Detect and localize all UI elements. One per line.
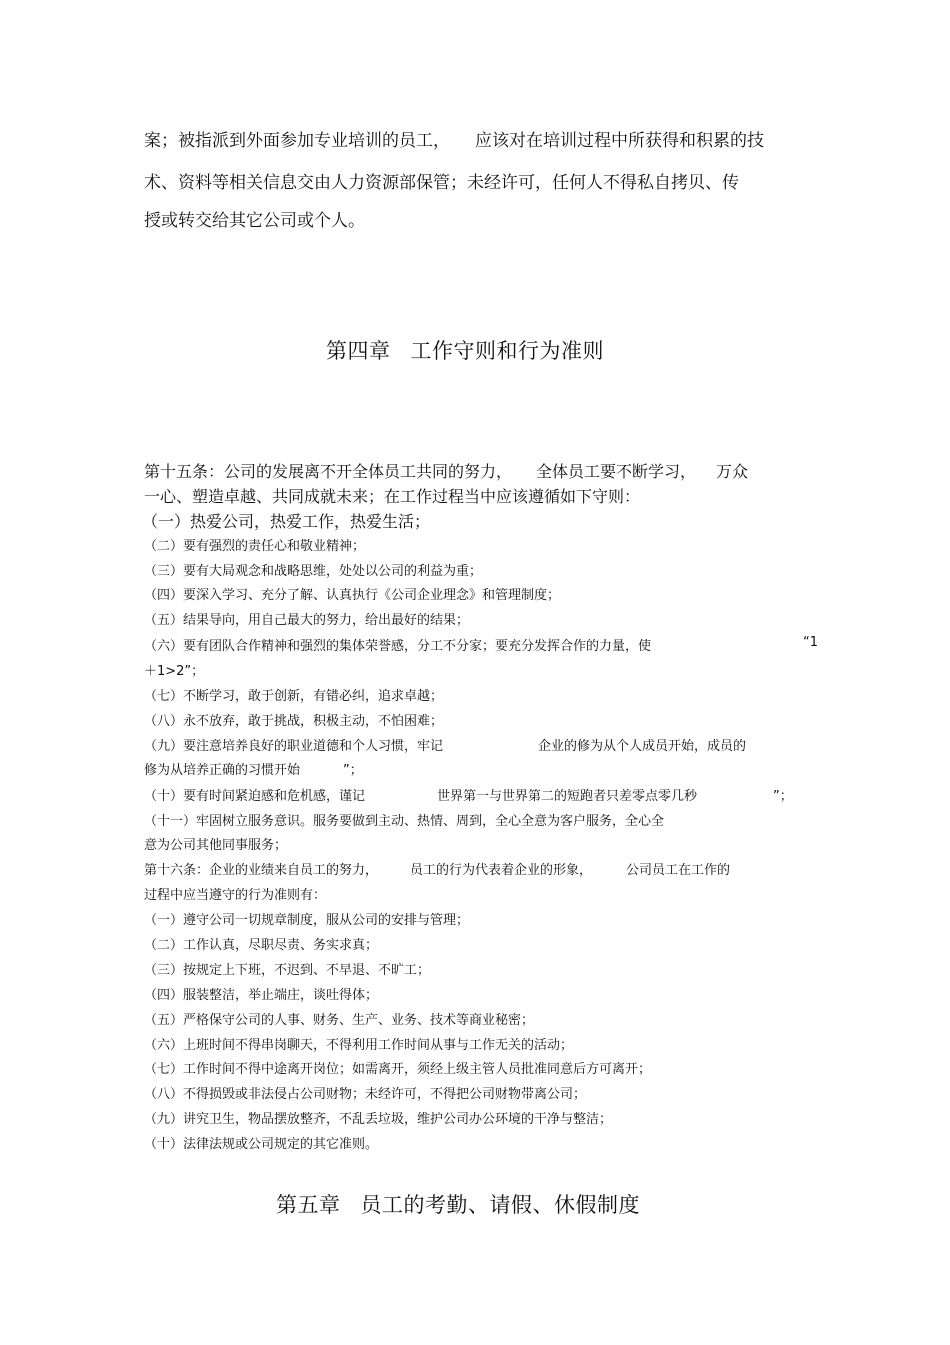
intro-line-3 (144, 206, 365, 231)
article-text: 一心、塑造卓越、共同成就未来；在工作过程当中应该遵循如下守则： (144, 487, 641, 506)
rule-item: （四）要深入学习、充分了解、认真执行《公司企业理念》和管理制度； (144, 588, 561, 603)
article-text: 第十五条：公司的发展离不开全体员工共同的努力， (144, 462, 513, 481)
rule-item: （六）要有团队合作精神和强烈的集体荣誉感，分工不分家；要充分发挥合作的力量，使 (144, 639, 652, 654)
intro-line-2 (144, 168, 739, 193)
art16-line-2 (144, 884, 326, 903)
rule-item: 世界第一与世界第二的短跑者只差零点零几秒 (437, 789, 698, 804)
chapter-title: 工作守则和行为准则 (410, 339, 604, 363)
art15-item (144, 560, 482, 579)
article-text: 公司员工在工作的 (626, 863, 731, 878)
rule-item: ＋1>2”； (144, 664, 205, 679)
art15-item-tail (343, 759, 363, 778)
rule-item: “1 (803, 635, 819, 650)
art15-item (144, 685, 443, 704)
art16-item (144, 1083, 586, 1102)
art15-item (144, 660, 204, 679)
art15-item-tail (803, 635, 818, 650)
art16-item (144, 1009, 534, 1028)
art15-item-quote (437, 785, 697, 804)
intro-line-1 (144, 126, 764, 151)
art15-item (144, 810, 664, 829)
art16-item (144, 1133, 378, 1152)
chapter4-heading (326, 335, 604, 365)
art16-item (144, 1108, 612, 1127)
art15-item-quote (538, 735, 746, 754)
art15-item (144, 735, 443, 754)
rule-item: （十）法律法规或公司规定的其它准则。 (144, 1137, 379, 1152)
rule-item: （九）要注意培养良好的职业道德和个人习惯，牢记 (144, 739, 444, 754)
intro-text: 术、资料等相关信息交由人力资源部保管；未经许可，任何人不得私自拷贝、传 (144, 173, 739, 193)
article-text: 第十六条：企业的业绩来自员工的努力， (144, 863, 379, 878)
rule-item: （一）热爱公司，热爱工作，热爱生活； (142, 512, 431, 531)
rule-item: ”； (773, 789, 793, 804)
art15-item-1 (142, 509, 430, 532)
article-text: 员工的行为代表着企业的形象， (410, 863, 593, 878)
article-text: 全体员工要不断学习， (536, 462, 697, 481)
art16-item (144, 909, 469, 928)
chapter5-heading (276, 1189, 640, 1219)
chapter-number: 第四章 (326, 339, 391, 363)
art15-item (144, 759, 300, 778)
rule-item: （二）工作认真，尽职尽责、务实求真； (144, 938, 379, 953)
rule-item: （六）上班时间不得串岗聊天，不得利用工作时间从事与工作无关的活动； (144, 1038, 574, 1053)
art15-line-2 (144, 484, 640, 507)
intro-text: 应该对在培训过程中所获得和积累的技 (475, 131, 764, 151)
rule-item: （五）严格保守公司的人事、财务、生产、业务、技术等商业秘密； (144, 1013, 535, 1028)
rule-item: （八）永不放弃，敢于挑战，积极主动，不怕困难； (144, 714, 444, 729)
art15-item-tail (773, 785, 793, 804)
art16-item (144, 959, 430, 978)
rule-item: （三）要有大局观念和战略思维，处处以公司的利益为重； (144, 564, 483, 579)
chapter-title: 员工的考勤、请假、休假制度 (360, 1193, 640, 1217)
art15-item (144, 785, 365, 804)
article-text: 过程中应当遵守的行为准则有： (144, 888, 327, 903)
rule-item: （七）工作时间不得中途离开岗位；如需离开，须经上级主管人员批准同意后方可离开； (144, 1062, 652, 1077)
rule-item: 意为公司其他同事服务； (144, 838, 288, 853)
rule-item: 修为从培养正确的习惯开始 (144, 763, 301, 778)
art16-item (144, 1058, 651, 1077)
chapter-number: 第五章 (276, 1193, 341, 1217)
rule-item: （十）要有时间紧迫感和危机感，谨记 (144, 789, 366, 804)
rule-item: （八）不得损毁或非法侵占公司财物；未经许可，不得把公司财物带离公司； (144, 1087, 587, 1102)
rule-item: ”； (343, 763, 363, 778)
art16-item (144, 934, 378, 953)
art15-line-1 (144, 459, 748, 482)
rule-item: （一）遵守公司一切规章制度，服从公司的安排与管理； (144, 913, 470, 928)
art16-item (144, 1034, 573, 1053)
rule-item: （七）不断学习，敢于创新，有错必纠，追求卓越； (144, 689, 444, 704)
intro-text: 案；被指派到外面参加专业培训的员工， (144, 131, 450, 151)
art15-item (144, 834, 287, 853)
art15-item (144, 584, 560, 603)
intro-text: 授或转交给其它公司或个人。 (144, 211, 365, 231)
rule-item: （九）讲究卫生，物品摆放整齐，不乱丢垃圾，维护公司办公环境的干净与整洁； (144, 1112, 613, 1127)
art15-item (144, 710, 443, 729)
art16-line-1 (144, 859, 730, 878)
rule-item: 企业的修为从个人成员开始，成员的 (538, 739, 747, 754)
art15-item (144, 609, 469, 628)
rule-item: （五）结果导向，用自己最大的努力，给出最好的结果； (144, 613, 470, 628)
rule-item: （二）要有强烈的责任心和敬业精神； (144, 539, 366, 554)
rule-item: （四）服装整洁，举止端庄，谈吐得体； (144, 988, 379, 1003)
art15-item (144, 635, 651, 654)
art15-item (144, 535, 365, 554)
rule-item: （三）按规定上下班，不迟到、不早退、不旷工； (144, 963, 431, 978)
article-text: 万众 (716, 462, 749, 481)
art16-item (144, 984, 378, 1003)
rule-item: （十一）牢固树立服务意识。服务要做到主动、热情、周到，全心全意为客户服务，全心全 (144, 814, 665, 829)
